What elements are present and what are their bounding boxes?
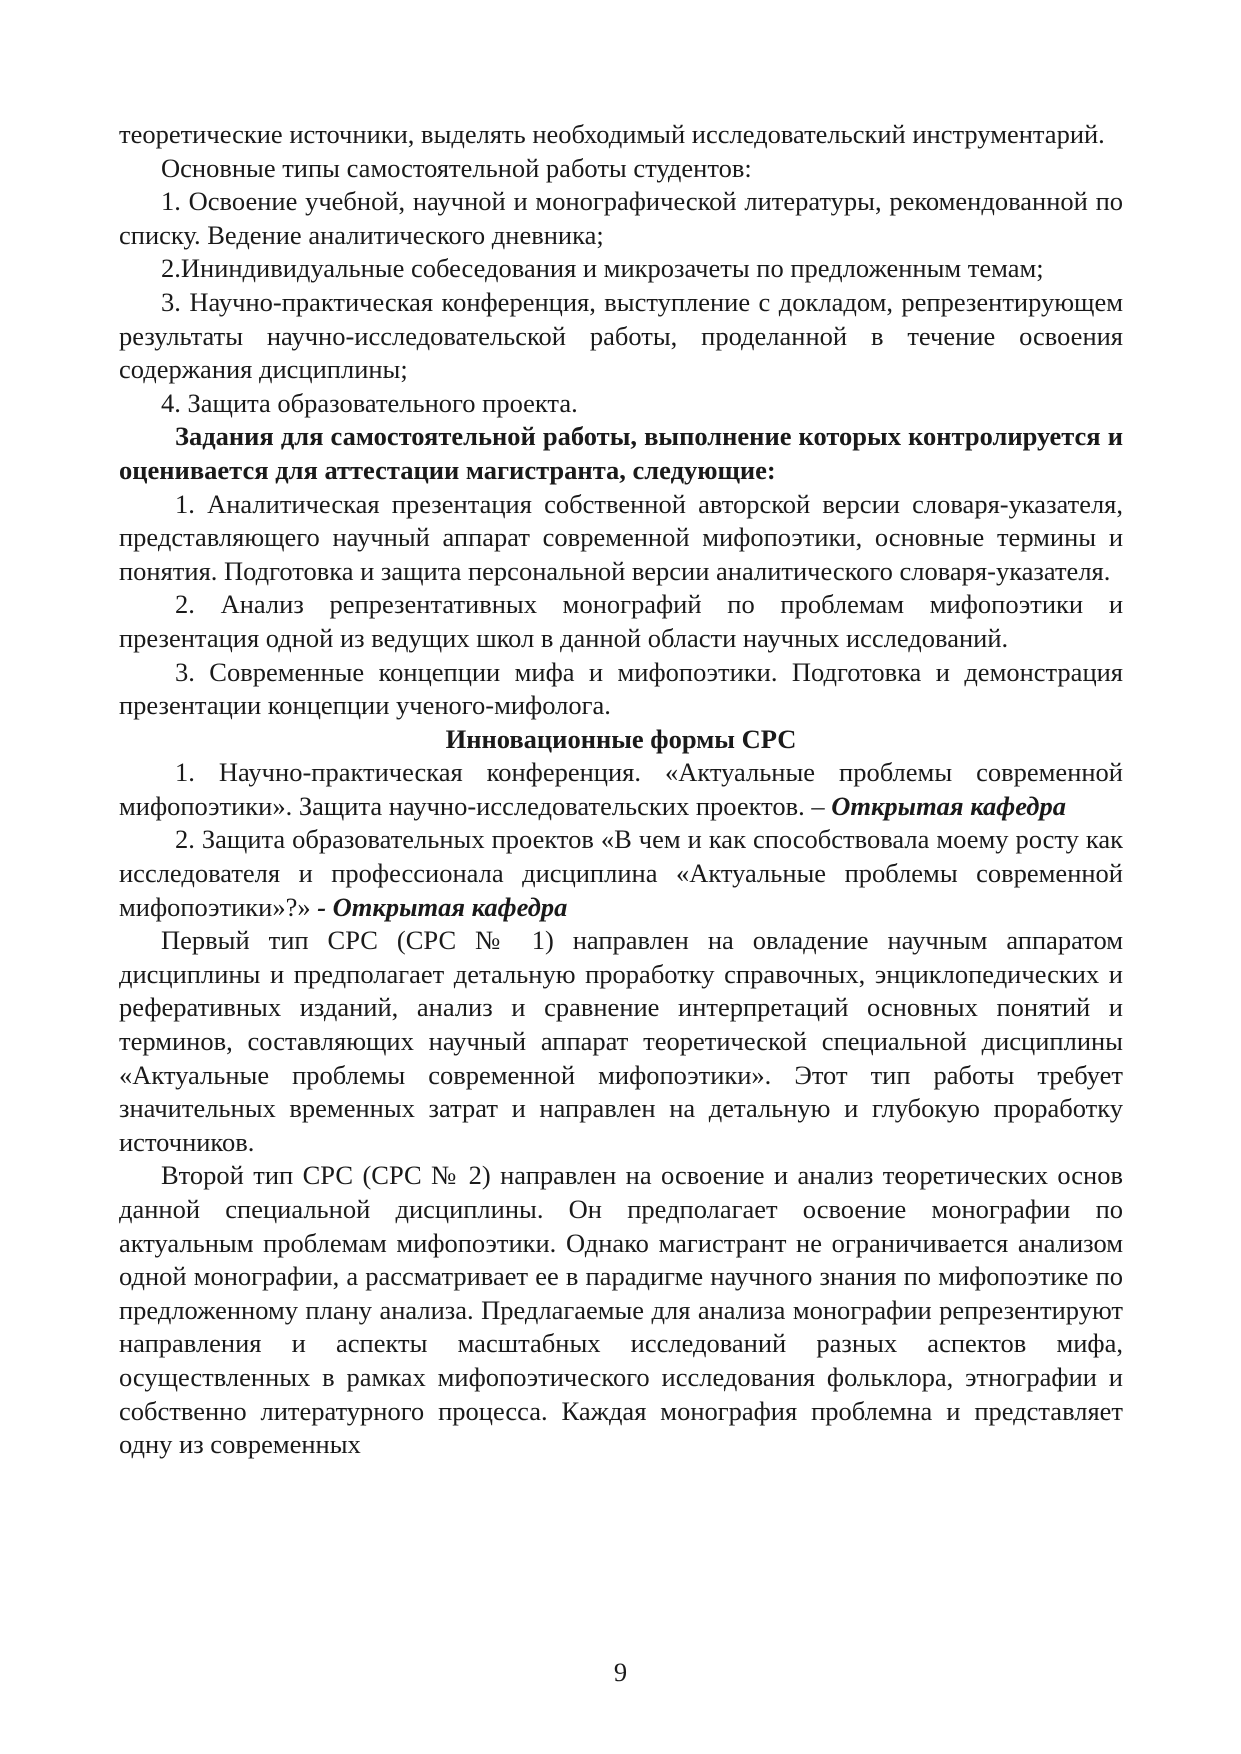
open-department-label-1: Открытая кафедра — [831, 790, 1066, 821]
list-item-type-3: 3. Научно-практическая конференция, выступление с докладом, репрезентирующем результаты научно-исследовательской работы, проделанной в течение освоения содержания дисциплины; — [119, 286, 1123, 385]
paragraph-second-type: Второй тип СРС (СРС № 2) направлен на освоение и анализ теоретических основ данной специальной дисциплины. Он предполагает освоение монографии по актуальным проблемам мифопоэтики. Однако магистрант не ограничивается анализом одной монографии, а рассматривает ее в парадигме научного знания по мифопоэтике по предложенному плану анализа. Предлагаемые для анализа монографии репрезентируют направления и аспекты масштабных исследований разных аспектов мифа, осуществленных в рамках мифопоэтического исследования фольклора, этнографии и собственно литературного процесса. Каждая монография проблемна и представляет одну из современных — [119, 1160, 1123, 1460]
list-item-type-1: 1. Освоение учебной, научной и монографической литературы, рекомендованной по списку. Ведение аналитического дневника; — [119, 186, 1123, 250]
document-page — [119, 118, 1123, 1462]
open-department-label-2: - Открытая кафедра — [317, 891, 568, 922]
task-item-1: 1. Аналитическая презентация собственной авторской версии словаря-указателя, представляющего научный аппарат современной мифопоэтики, основные термины и понятия. Подготовка и защита персональной версии аналитического словаря-указателя. — [119, 488, 1123, 586]
tasks-heading: Задания для самостоятельной работы, выполнение которых контролируется и оценивается для аттестации магистранта, следующие: — [119, 421, 1123, 485]
list-item-type-4: 4. Защита образовательного проекта. — [161, 387, 578, 418]
innovative-forms-heading: Инновационные формы СРС — [445, 723, 797, 754]
task-item-3: 3. Современные концепции мифа и мифопоэтики. Подготовка и демонстрация презентации концепции ученого-мифолога. — [119, 656, 1123, 721]
list-item-type-2: 2.Ининдивидуальные собеседования и микрозачеты по предложенным темам; — [161, 253, 1044, 284]
task-item-2: 2. Анализ репрезентативных монографий по проблемам мифопоэтики и презентация одной из ведущих школ в данной области научных исследований. — [119, 589, 1123, 653]
paragraph-types-heading: Основные типы самостоятельной работы студентов: — [161, 152, 752, 183]
innovative-item-1 — [119, 756, 1123, 823]
page-number: 9 — [613, 1657, 628, 1687]
paragraph-first-type: Первый тип СРС (СРС № 1) направлен на овладение научным аппаратом дисциплины и предполагает детальную проработку справочных, энциклопедических и реферативных изданий, анализ и сравнение интерпретаций основных понятий и терминов, составляющих научный аппарат теоретической специальной дисциплины «Актуальные проблемы современной мифопоэтики». Этот тип работы требует значительных временных затрат и направлен на детальную и глубокую проработку источников. — [119, 925, 1123, 1157]
paragraph-intro: теоретические источники, выделять необходимый исследовательский инструментарий. — [119, 119, 1105, 149]
innovative-item-2-text: 2. Защита образовательных проектов «В чем и как способствовала моему росту как исследователя и профессионала дисциплина «Актуальные проблемы современной мифопоэтики»?» — [119, 824, 1123, 922]
innovative-item-2 — [119, 823, 1123, 924]
innovative-item-1-text: 1. Научно-практическая конференция. «Актуальные проблемы современной мифопоэтики». Защита научно-исследовательских проектов. – — [119, 757, 1123, 821]
